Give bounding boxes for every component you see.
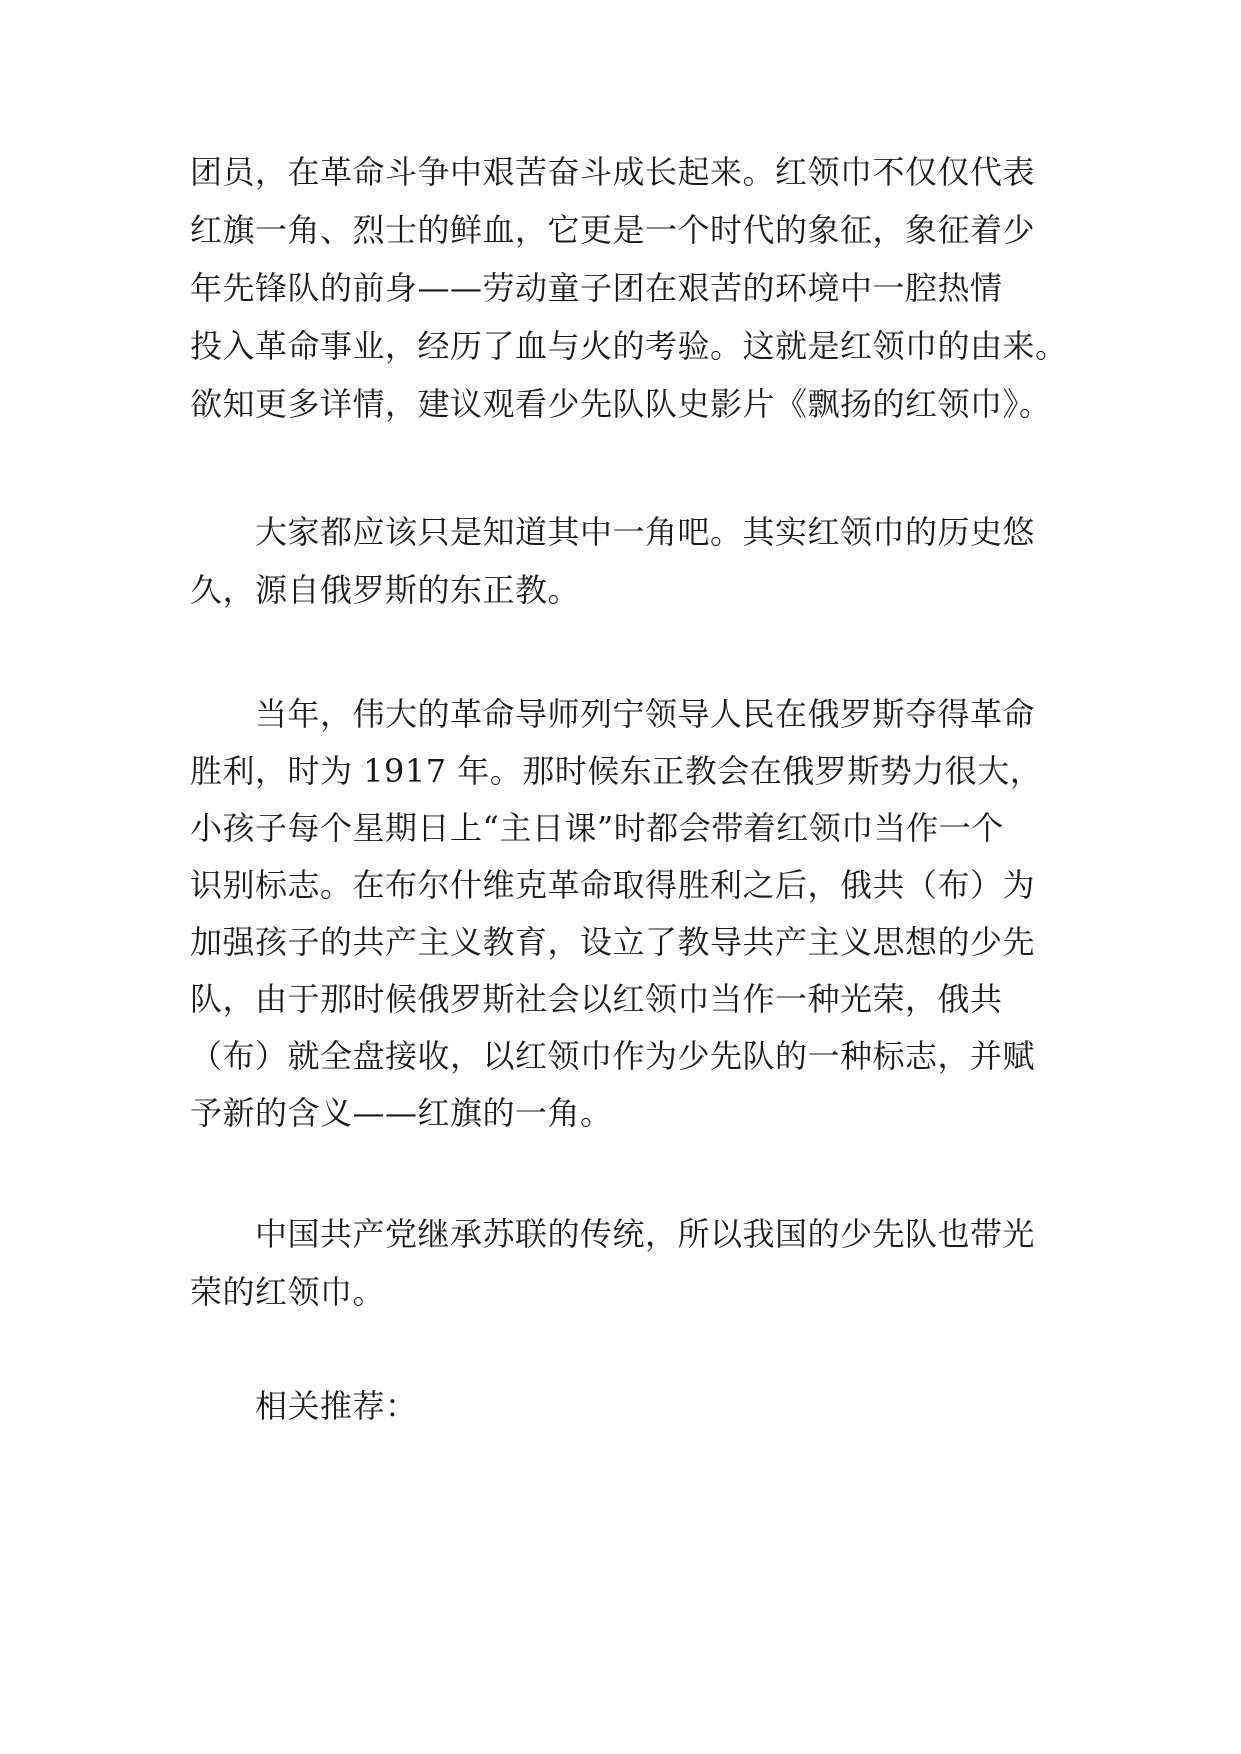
text-line: 予新的含义——红旗的一角。 — [190, 1094, 613, 1132]
text-line: 荣的红领巾。 — [190, 1273, 386, 1311]
text-line: 红旗一角、烈士的鲜血，它更是一个时代的象征，象征着少 — [190, 211, 1036, 249]
text-line: 大家都应该只是知道其中一角吧。其实红领巾的历史悠 — [255, 513, 1036, 551]
text-line: 小孩子每个星期日上“主日课”时都会带着红领巾当作一个 — [190, 809, 1004, 847]
text-line: 投入革命事业，经历了血与火的考验。这就是红领巾的由来。 — [190, 327, 1068, 365]
text-line: 识别标志。在布尔什维克革命取得胜利之后，俄共（布）为 — [190, 866, 1036, 904]
text-line: 欲知更多详情，建议观看少先队队史影片《飘扬的红领巾》。 — [190, 385, 1052, 423]
text-line: 团员，在革命斗争中艰苦奋斗成长起来。红领巾不仅仅代表 — [190, 153, 1036, 191]
text-line: 胜利，时为 1917 年。那时候东正教会在俄罗斯势力很大， — [190, 752, 1043, 790]
text-line: 中国共产党继承苏联的传统，所以我国的少先队也带光 — [255, 1215, 1036, 1253]
text-line: 久，源自俄罗斯的东正教。 — [190, 571, 581, 609]
text-line: 当年，伟大的革命导师列宁领导人民在俄罗斯夺得革命 — [255, 695, 1036, 733]
text-line: 年先锋队的前身——劳动童子团在艰苦的环境中一腔热情 — [190, 269, 1003, 307]
related-recommendations-heading: 相关推荐： — [255, 1387, 418, 1425]
text-line: 队，由于那时候俄罗斯社会以红领巾当作一种光荣，俄共 — [190, 980, 1003, 1018]
text-line: 加强孩子的共产主义教育，设立了教导共产主义思想的少先 — [190, 923, 1036, 961]
text-line: （布）就全盘接收，以红领巾作为少先队的一种标志，并赋 — [190, 1037, 1036, 1075]
